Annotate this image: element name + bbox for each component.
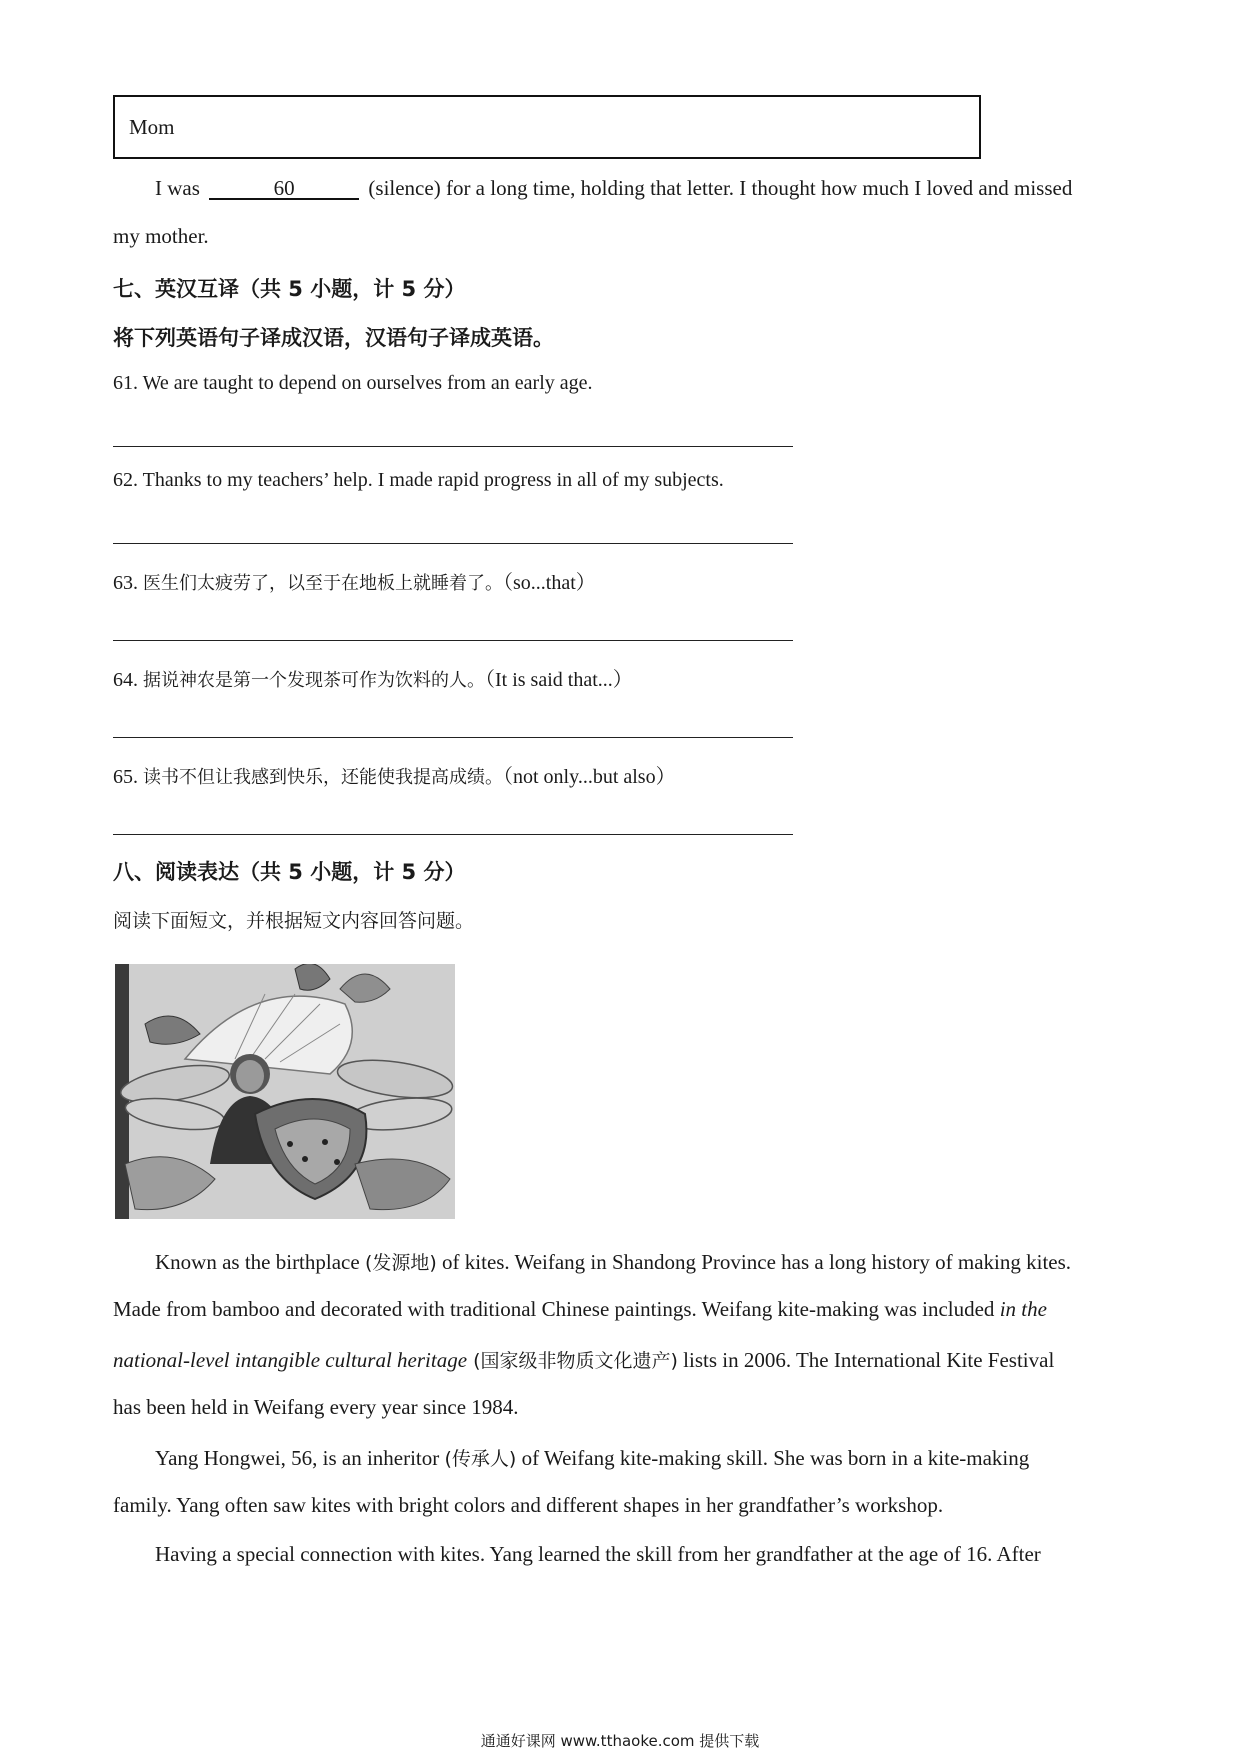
question-62: [113, 469, 724, 492]
section7-title: 七、英汉互译（共 5 小题，计 5 分）: [113, 277, 466, 301]
answer-line-65[interactable]: [113, 834, 793, 835]
question-text: We are taught to depend on ourselves from an early age.: [142, 372, 593, 394]
letter-box: [113, 95, 981, 159]
question-text: 据说神农是第一个发现茶可作为饮料的人。: [143, 670, 485, 691]
section8-title: 八、阅读表达（共 5 小题，计 5 分）: [113, 860, 466, 884]
question-number: 65.: [113, 766, 138, 788]
q60-after: (silence) for a long time, holding that letter. I thought how much I loved and missed: [368, 176, 1073, 200]
passage-text: lists in 2006. The International Kite Festival: [677, 1348, 1055, 1372]
question-hint: （It is said that...）: [485, 669, 633, 691]
letter-signature: Mom: [129, 115, 175, 139]
q60-blank[interactable]: 60: [209, 178, 359, 200]
question-65: [113, 760, 676, 789]
passage-text: of kites. Weifang in Shandong Province has a long history of making kites.: [436, 1250, 1072, 1274]
q60-continuation: my mother.: [113, 224, 209, 248]
passage-line: has been held in Weifang every year since 1984.: [113, 1395, 519, 1419]
passage-line: [113, 1346, 1054, 1373]
answer-line-62[interactable]: [113, 543, 793, 544]
answer-line-63[interactable]: [113, 640, 793, 641]
passage-line: [155, 1444, 1029, 1471]
passage-line: family. Yang often saw kites with bright colors and different shapes in her grandfather’s workshop.: [113, 1493, 944, 1517]
question-text: Thanks to my teachers’ help. I made rapid progress in all of my subjects.: [142, 469, 724, 491]
question-number: 62.: [113, 469, 138, 491]
passage-gloss: (发源地): [364, 1252, 437, 1274]
passage-gloss: (传承人): [444, 1448, 517, 1470]
page-footer: 通通好课网 www.tthaoke.com 提供下载: [480, 1732, 760, 1750]
passage-gloss: (国家级非物质文化遗产): [467, 1350, 678, 1372]
passage-text: Yang Hongwei, 56, is an inheritor: [155, 1446, 445, 1470]
q60-line: [155, 176, 1072, 201]
passage-italic: national-level intangible cultural heritage: [113, 1348, 468, 1372]
question-63: [113, 566, 596, 595]
passage-text: of Weifang kite-making skill. She was born in a kite-making: [516, 1446, 1030, 1470]
passage-line: [155, 1248, 1071, 1275]
passage-line: Having a special connection with kites. Yang learned the skill from her grandfather at the age of 16. After: [155, 1542, 1041, 1566]
answer-line-64[interactable]: [113, 737, 793, 738]
question-text: 读书不但让我感到快乐，还能使我提高成绩。: [143, 767, 503, 788]
question-number: 63.: [113, 572, 138, 594]
question-number: 61.: [113, 372, 138, 394]
question-number: 64.: [113, 669, 138, 691]
q60-before: I was: [155, 176, 200, 200]
passage-italic: in the: [999, 1297, 1047, 1321]
section7-instruction: 将下列英语句子译成汉语，汉语句子译成英语。: [113, 326, 554, 350]
passage-line: [113, 1297, 1047, 1322]
question-text: 医生们太疲劳了，以至于在地板上就睡着了。: [143, 573, 503, 594]
passage-text: Known as the birthplace: [155, 1250, 365, 1274]
question-64: [113, 663, 633, 692]
kite-photo: [115, 964, 455, 1219]
question-hint: （so...that）: [503, 572, 596, 594]
question-61: [113, 372, 593, 395]
answer-line-61[interactable]: [113, 446, 793, 447]
passage-text: Made from bamboo and decorated with traditional Chinese paintings. Weifang kite-making was included: [113, 1297, 1000, 1321]
question-hint: （not only...but also）: [503, 766, 676, 788]
section8-instruction: 阅读下面短文，并根据短文内容回答问题。: [113, 910, 475, 932]
